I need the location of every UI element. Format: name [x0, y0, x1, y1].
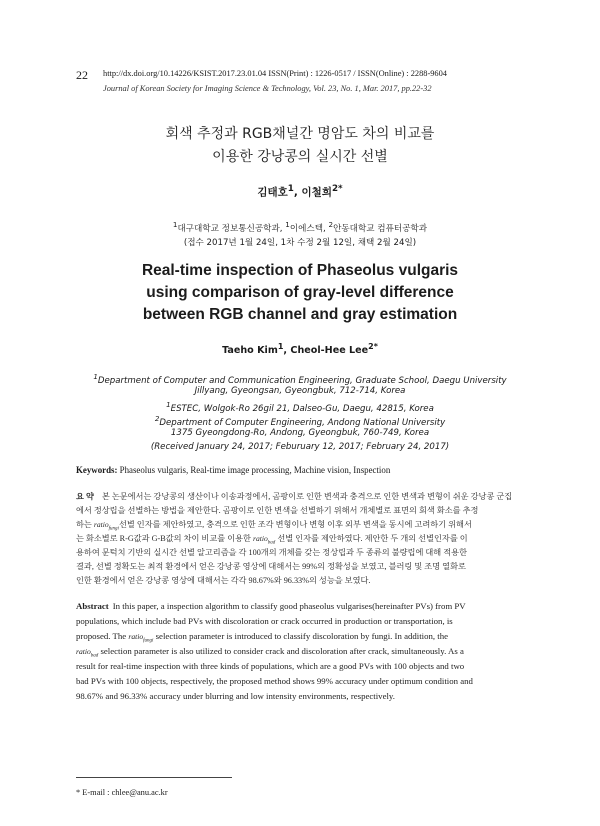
en-abs-3-pre: proposed. The — [76, 631, 129, 641]
english-abstract-line-5: result for real-time inspection with three kinds of populations, which are a good PVs with 100 objects and two — [76, 661, 465, 671]
ratio-bad-sub: bad — [267, 540, 276, 546]
doi-issn-line: http://dx.doi.org/10.14226/KSIST.2017.23.01.04 ISSN(Print) : 1226-0517 / ISSN(Online) : 2288-9604 — [103, 69, 447, 78]
english-title-line-3: between RGB channel and gray estimation — [142, 306, 458, 323]
kr-abs-3-pre: 하는 — [76, 520, 94, 529]
korean-abstract-line-5: 용하여 문턱치 기반의 실시간 선별 알고리즘을 각 100개의 개체를 갖는 정상립과 두 종류의 불량립에 대해 적용한 — [76, 548, 467, 557]
ratio-bad-main: ratio — [252, 534, 268, 543]
kr-abs-1-text: 본 논문에서는 강낭콩의 생산이나 이송과정에서, 곰팡이로 인한 변색과 충격으로 인한 변색과 변형이 쉬운 강낭콩 군집 — [101, 492, 513, 501]
en-ratio-bad-sub: bad — [90, 653, 99, 659]
en-ratio-bad-main: ratio — [76, 647, 91, 656]
kr-affil-3: 안동대학교 컴퓨터공학과 — [333, 223, 428, 234]
korean-title-line-1: 회색 추정과 RGB채널간 명암도 차의 비교를 — [165, 126, 435, 142]
english-affiliation-2 — [0, 400, 600, 414]
english-authors — [0, 342, 600, 356]
ratio-fungi-sub: fungi — [108, 526, 119, 532]
kr-abs-4-post: 선별 인자를 제안하였다. 제안한 두 개의 선별인자를 이 — [275, 534, 468, 543]
korean-author-1-sup: 1 — [287, 184, 294, 194]
kr-abs-3-post: 선별 인자를 제안하였고, 충격으로 인한 조각 변형이나 변형 이후 외부 변색을 동시에 고려하기 위해서 — [118, 520, 472, 529]
en-aff-2-text: ESTEC, Wolgok-Ro 26gil 21, Dalseo-Gu, Daegu, 42815, Korea — [170, 403, 434, 414]
english-author-1-sup: 1 — [277, 342, 284, 351]
keywords-label: Keywords: — [76, 465, 118, 475]
english-author-separator: , — [283, 345, 291, 357]
kr-affil-1: 대구대학교 정보통신공학과, — [177, 223, 286, 234]
author-separator: , — [293, 186, 302, 199]
english-author-2-sup: 2* — [368, 342, 378, 351]
ratio-fungi-term — [93, 520, 119, 532]
kr-affil-sup-3: 2 — [328, 220, 334, 229]
korean-abstract-line-6: 결과, 선별 정확도는 최적 환경에서 얻은 강낭콩 영상에 대해서는 99%의 정확성을 보였고, 블러링 및 조명 열화로 — [76, 562, 466, 571]
corresponding-email-footnote: * E-mail : chlee@anu.ac.kr — [76, 788, 168, 797]
english-abstract-label: Abstract — [76, 601, 109, 611]
korean-author-2-sup: 2* — [331, 184, 343, 194]
kr-affil-2: 이에스텍, — [289, 223, 329, 234]
korean-abstract-line-1 — [76, 491, 512, 502]
korean-author-2: 이철희 — [301, 186, 332, 199]
en-abs-3-post: selection parameter is introduced to classify discoloration by fungi. In addition, the — [153, 631, 449, 641]
kr-affil-sup-1: 1 — [172, 220, 178, 229]
en-ratio-fungi-term — [128, 632, 154, 644]
english-abstract-line-1 — [76, 601, 466, 611]
footnote-divider — [76, 777, 232, 778]
en-aff-3-text: Department of Computer Engineering, Andong National University — [159, 417, 446, 428]
korean-abstract-line-7: 인한 환경에서 얻은 강낭콩 영상에 대해서는 각각 98.67%와 96.33%의 성능을 보였다. — [76, 576, 371, 585]
en-aff-sup-2: 1 — [166, 400, 171, 409]
english-abstract-line-4 — [76, 646, 464, 659]
english-title-line-1: Real-time inspection of Phaseolus vulgaris — [141, 262, 459, 279]
korean-abstract-line-4 — [76, 533, 468, 546]
english-affiliation-1-address: Jillyang, Gyeongsan, Gyeongbuk, 712-714, Korea — [194, 386, 406, 396]
english-abstract-line-6: bad PVs with 100 objects, respectively, the proposed method shows 99% accuracy under optimum condition and — [76, 676, 473, 686]
en-aff-sup-1: 1 — [93, 372, 98, 381]
korean-abstract-line-3 — [76, 519, 472, 532]
english-abstract-line-2: populations, which include bad PVs with discoloration or crack occurred in production or transportation, is — [76, 616, 453, 626]
korean-abstract-line-2: 에서 정상립을 선별하는 방법을 제안한다. 곰팡이로 인한 변색을 선별하기 위해서 개체별로 표면의 회색 화소를 추정 — [76, 506, 479, 515]
journal-citation: Journal of Korean Society for Imaging Science & Technology, Vol. 23, No. 1, Mar. 2017, pp.22-32 — [103, 84, 432, 93]
english-affiliation-1 — [0, 372, 600, 386]
ratio-fungi-main: ratio — [93, 520, 109, 529]
en-ratio-bad-term — [76, 647, 99, 659]
en-abs-1-text: In this paper, a inspection algorithm to classify good phaseolus vulgarises(hereinafter PVs) from PV — [112, 601, 466, 611]
english-abstract-line-3 — [76, 631, 448, 644]
ratio-bad-term — [252, 534, 276, 546]
page-number: 22 — [76, 68, 88, 82]
kr-abs-4-pre: 는 화소별로 R-G값과 G-B값의 차이 비교를 이용한 — [76, 534, 253, 543]
korean-abstract-label: 요 약 — [76, 492, 94, 501]
korean-title-line-2: 이용한 강낭콩의 실시간 선별 — [212, 149, 388, 165]
english-received-dates: (Received January 24, 2017; Feburuary 12, 2017; February 24, 2017) — [150, 442, 450, 452]
korean-author-1: 김태호 — [257, 186, 288, 199]
korean-authors — [0, 184, 600, 200]
en-ratio-fungi-sub: fungi — [143, 638, 154, 644]
kr-affil-sup-2: 1 — [285, 220, 290, 229]
english-author-1: Taeho Kim — [222, 345, 278, 357]
korean-affiliations — [0, 220, 600, 234]
korean-received-dates: (접수 2017년 1월 24일, 1차 수정 2월 12일, 채택 2월 24일) — [183, 238, 417, 248]
keywords-text: Phaseolus vulgaris, Real-time image processing, Machine vision, Inspection — [117, 465, 391, 475]
en-ratio-fungi-main: ratio — [128, 632, 144, 641]
en-aff-sup-3: 2 — [154, 414, 160, 423]
en-aff-1-text: Department of Computer and Communication Engineering, Graduate School, Daegu University — [97, 375, 507, 386]
keywords — [76, 465, 390, 475]
english-abstract-line-7: 98.67% and 96.33% accuracy under blurring and low intensity environments, respectively. — [76, 691, 395, 701]
english-title-line-2: using comparison of gray-level difference — [146, 284, 454, 301]
english-author-2: Cheol-Hee Lee — [290, 345, 369, 357]
en-abs-4-post: selection parameter is also utilized to consider crack and discoloration after crack, simultaneously. As a — [98, 646, 464, 656]
english-affiliation-3-address: 1375 Gyeongdong-Ro, Andong, Gyeongbuk, 760-749, Korea — [170, 428, 430, 438]
english-affiliation-3 — [0, 414, 600, 428]
